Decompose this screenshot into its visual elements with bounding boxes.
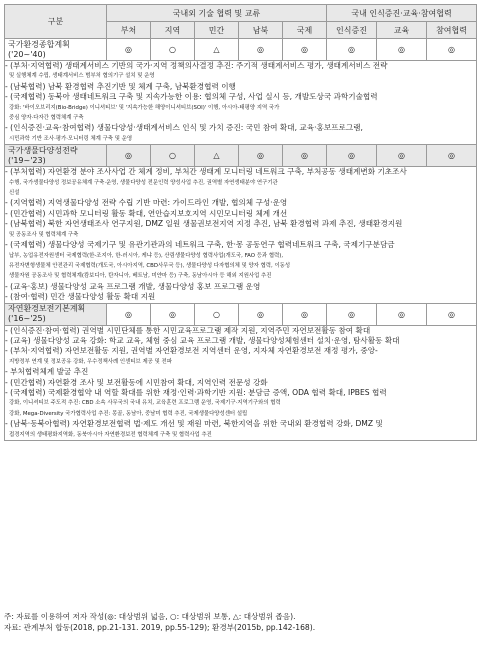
detail-item [5,167,476,198]
mark-participation: ◎ [427,303,477,325]
plan-row-biodiversity-strategy [5,145,477,167]
mark-participation: ◎ [427,39,477,61]
detail-line: - (남북협력) 남북 환경협력 추진기반 및 체계 구축, 남북환경협력 이행 [5,81,236,91]
detail-line: - (국제협력) 생물다양성 국제기구 및 유관기관과의 네트워크 구축, 한·몽 공동연구 협력네트워크 구축, 국제기구분담금 [5,240,395,250]
detail-line: - (국제협력) 국제환경협약 내 역할 확대를 위한 재정·인력·과학기반 지원: 분담금 증액, ODA 협력 확대, IPBES 협력 [5,387,387,397]
col-header-inter-korean: 남북 [239,22,283,39]
col-header-awareness: 인식증진 [327,22,377,39]
detail-item [5,367,476,377]
detail-line: - (부처협력) 자연환경 분야 조사사업 간 체계 정비, 부처간 생태계 모니터링 네트워크 구축, 부처공동 생태계변화 기초조사 [5,167,407,177]
col-header-private: 민간 [195,22,239,39]
detail-line: - (국제협력) 동북아 생태네트워크 구축 및 지속가능한 이용: 협의체 구성, 사업 실시 등, 개발도상국 과학기술협력 [5,92,378,102]
policy-table [4,4,477,441]
mark-international: ◎ [283,303,327,325]
cooperation-group-header: 국내외 기술 협력 및 교류 [107,5,327,22]
detail-line: - (민간협력) 시민과학 모니터링 활동 확대, 연안습지보호지역 시민모니터링 체계 개선 [5,208,288,218]
detail-item [5,336,476,346]
plan-period: ('19~'23) [8,155,46,165]
plan-title: 국가생물다양성전략 [8,145,78,155]
plan-details-row [5,167,477,303]
detail-item [5,388,476,419]
detail-line: - (남북협력) 북한 자연생태조사 연구지원, DMZ 일원 생물권보전지역 지정 추진, 남북 환경협력 과제 추진, 생태환경지원 [5,219,403,229]
detail-line: 유전자변형생물체 안전관리 국제협력(개도국, 아시아지역, CBD사무국 등), 생물다양성 다자협의체 및 양자 협력, 이동성 [9,262,291,269]
detail-line: 지방정부 연계 및 정보공유 강화, 우수정책사례 인센티브 제공 및 전파 [9,358,172,365]
detail-line: 강화, Mega-Diversity 국가협력사업 추진: 몽골, 동남아, 중남미 협력 추진, 국제생물다양성센터 설립 [9,410,248,417]
mark-international: ◎ [283,39,327,61]
mark-region: ○ [151,145,195,167]
plan-details-row [5,325,477,440]
detail-line: 및 실행체계 수립, 생태계서비스 범부처 협의기구 설치 및 운영 [9,73,155,80]
header-row-1 [5,5,477,22]
plan-name [5,145,107,167]
detail-item [5,326,476,336]
detail-item [5,209,476,219]
detail-line: - (민간협력) 자연환경 조사 및 보전활동에 시민참여 확대, 지역인력 전문성 강화 [5,377,268,387]
detail-line: 강화: '바이오브리지(Bio-Bridge) 이니셔티브' 및 '지속가능한 해양이니셔티브(SOI)' 이행, 아시아-태평양 지역 국가 [9,104,280,111]
mark-education: ◎ [377,39,427,61]
mark-private: △ [195,145,239,167]
mark-awareness: ◎ [327,39,377,61]
detail-line: - (인식증진·교육·참여협력) 생물다양성·생태계서비스 인식 및 가치 증진: 국민 참여 확대, 교육·홍보프로그램, [5,123,363,133]
mark-education: ◎ [377,303,427,325]
mark-awareness: ◎ [327,303,377,325]
mark-private: △ [195,39,239,61]
detail-line: - 부처협력체계 발굴 추진 [5,367,89,377]
detail-line: - (교육·홍보) 생물다양성 교육 프로그램 개발, 생물다양성 홍보 프로그램 운영 [5,281,261,291]
col-header-ministry: 부처 [107,22,151,39]
mark-private: ○ [195,303,239,325]
plan-row-environment-master [5,39,477,61]
detail-line: - (지역협력) 지역생물다양성 전략 수립 기반 마련: 가이드라인 개발, 협의체 구성·운영 [5,198,288,208]
plan-name [5,39,107,61]
participation-group-header: 국내 인식증진·교육·참여협력 [327,5,477,22]
plan-title: 자연환경보전기본계획 [8,304,86,314]
mark-participation: ◎ [427,145,477,167]
plan-name [5,303,107,325]
detail-line: 시민과학 기반 조사·평가·모니터링 체계 구축 및 운영 [9,135,133,142]
col-header-region: 지역 [151,22,195,39]
detail-line: - (남북·동북아협력) 자연환경보전협력 법·제도 개선 및 재원 마련, 북한지역을 위한 국내외 환경협력 강화, DMZ 및 [5,419,383,429]
plan-row-nature-conservation [5,303,477,325]
detail-item [5,419,476,440]
mark-ministry: ◎ [107,39,151,61]
detail-line: - (부처·지역협력) 자연보전활동 지원, 권역별 자연환경보전 지역센터 운영, 지자체 자연환경보전 재정 평가, 중앙- [5,346,378,356]
col-header-education: 교육 [377,22,427,39]
col-header-international: 국제 [283,22,327,39]
mark-education: ◎ [377,145,427,167]
detail-line: 납부, 농업유전자원센터 국제협력(한-조지아, 한-러시아, 케냐 등), 산림생물다양성 협력사업(개도국, FAO 등과 협력), [9,252,284,259]
mark-ministry: ◎ [107,303,151,325]
detail-item [5,240,476,282]
plan-details-row [5,61,477,145]
detail-item [5,92,476,123]
plan-details [5,325,477,440]
detail-line: 접경지역의 생태평화지역화, 동북아시아 자연환경보전 협력체계 구축 및 협력사업 추진 [9,431,212,438]
plan-period: ('16~'25) [8,314,46,324]
detail-line: - (인식증진·참여·협력) 권역별 시민단체를 통한 시민교육프로그램 제작 지원, 지역주민 자연보전활동 참여 확대 [5,325,371,335]
detail-item [5,198,476,208]
detail-item [5,282,476,292]
detail-item [5,346,476,367]
mark-ministry: ◎ [107,145,151,167]
mark-inter-korean: ◎ [239,39,283,61]
detail-line: 신설 [9,190,20,197]
detail-line: - (참여·협력) 민간 생물다양성 활동 확대 지원 [5,292,156,302]
plan-title: 국가환경종합계획 [8,39,70,49]
detail-line: 강화, 이니셔티브 주도적 추진: CBD 소속 사무국의 국내 유치, 교육훈련 프로그램 운영, 국제기구·지역기구와의 협력 [9,400,281,407]
detail-line: - (교육) 생물다양성 교육 강화: 학교 교육, 체험 중심 교육 프로그램 개발, 생물다양성체험센터 설치·운영, 탐사활동 확대 [5,335,400,345]
note-line: 주: 자료를 이용하여 저자 작성(◎: 대상범위 넓음, ○: 대상범위 보통, △: 대상범위 좁음). [4,612,296,621]
detail-item [5,61,476,82]
detail-item [5,123,476,144]
mark-inter-korean: ◎ [239,303,283,325]
detail-item [5,292,476,302]
mark-inter-korean: ◎ [239,145,283,167]
plan-details [5,167,477,303]
detail-line: 중심 양자·다자간 협력체계 구축 [9,115,84,122]
mark-region: ◎ [151,303,195,325]
detail-line: 수행, 국가생물다양성 정보공유체계 구축·운영, 생물다양성 전문인력 양성사업 추진, 권역별 자연생태분야 연구기관 [9,179,278,186]
category-header: 구분 [5,5,107,39]
source-line: 자료: 관계부처 합동(2018, pp.21-131. 2019, pp.55-129); 환경부(2015b, pp.142-168). [4,623,316,632]
detail-item [5,219,476,240]
plan-period: ('20~'40) [8,49,46,59]
detail-item [5,378,476,388]
mark-region: ○ [151,39,195,61]
detail-line: 및 공동조사 및 협력체계 구축 [9,231,79,238]
table-notes [4,611,476,633]
detail-line: - (부처·지역협력) 생태계서비스 기반의 국가·지역 정책의사결정 추진: 주기적 생태계서비스 평가, 생태계서비스 전략 [5,61,388,70]
col-header-participation: 참여협력 [427,22,477,39]
mark-awareness: ◎ [327,145,377,167]
detail-item [5,82,476,92]
mark-international: ◎ [283,145,327,167]
detail-line: 생물자원 공동조사 및 협력체계(캄보디아, 탄자니아, 베트남, 미얀마 등) 구축, 동남아시아 등 해외 지원사업 추진 [9,273,272,280]
plan-details [5,61,477,145]
